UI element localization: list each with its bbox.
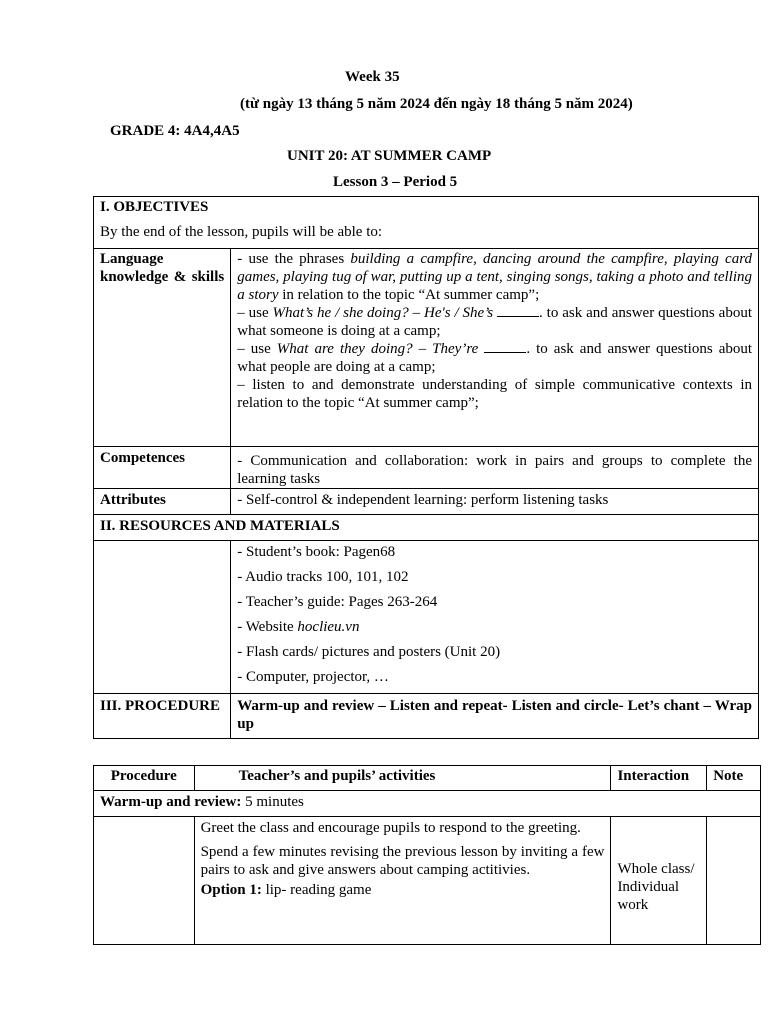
activities-table: [93, 765, 761, 945]
resources-heading-row: [94, 515, 759, 541]
attributes-text: - Self-control & independent learning: perform listening tasks: [231, 489, 759, 515]
procedure-row: [94, 694, 759, 739]
attributes-row: [94, 489, 759, 515]
resources-list: [231, 541, 759, 694]
language-content: [231, 249, 759, 447]
language-row: [94, 249, 759, 447]
activity-row: [94, 817, 761, 945]
col-procedure: Procedure: [94, 766, 195, 791]
resources-row: [94, 541, 759, 694]
activities-header-row: [94, 766, 761, 791]
lesson-title: Lesson 3 – Period 5: [333, 174, 458, 190]
resource-item: - Teacher’s guide: Pages 263-264: [237, 594, 438, 610]
resource-item: - Computer, projector, …: [237, 669, 389, 685]
activity-interaction: Whole class/ Individual work: [611, 817, 707, 945]
date-range: (từ ngày 13 tháng 5 năm 2024 đến ngày 18 tháng 5 năm 2024): [240, 96, 633, 112]
language-item-4: – listen to and demonstrate understanding of simple communicative contexts in relation to the topic “At summer camp”;: [237, 377, 752, 411]
resources-empty-cell: [94, 541, 231, 694]
activity-note: [707, 817, 761, 945]
resource-website: - Website hoclieu.vn: [237, 619, 360, 635]
section-row: [94, 791, 761, 817]
competences-label: Competences: [94, 447, 231, 489]
blank-line: [484, 340, 526, 353]
competences-text: - Communication and collaboration: work in pairs and groups to complete the learning tasks: [231, 447, 759, 489]
activity-p2: Spend a few minutes revising the previous lesson by inviting a few pairs to ask and give answers about camping actitivies.: [200, 844, 605, 878]
col-note: Note: [707, 766, 761, 791]
procedure-label: III. PROCEDURE: [94, 694, 231, 739]
objectives-intro: By the end of the lesson, pupils will be able to:: [100, 224, 383, 240]
language-item-1: - use the phrases building a campfire, dancing around the campfire, playing card games, playing tug of war, putting up a tent, singing songs, taking a photo and telling a story in relation to the topic “At summer camp”;: [237, 251, 752, 303]
attributes-label: Attributes: [94, 489, 231, 515]
week-heading: Week 35: [345, 69, 400, 85]
resource-item: - Audio tracks 100, 101, 102: [237, 569, 409, 585]
resource-item: - Student’s book: Pagen68: [237, 544, 396, 560]
col-activities: Teacher’s and pupils’ activities: [194, 766, 611, 791]
section-warmup: Warm-up and review: 5 minutes: [94, 791, 761, 817]
resource-item: - Flash cards/ pictures and posters (Unit 20): [237, 644, 501, 660]
unit-title: UNIT 20: AT SUMMER CAMP: [287, 148, 492, 164]
activity-content: [194, 817, 611, 945]
activity-procedure-cell: [94, 817, 195, 945]
procedure-text: Warm-up and review – Listen and repeat- Listen and circle- Let’s chant – Wrap up: [231, 694, 759, 739]
objectives-cell: [94, 197, 759, 249]
grade-heading: GRADE 4: 4A4,4A5: [110, 123, 240, 139]
activity-p1: Greet the class and encourage pupils to respond to the greeting.: [200, 820, 581, 836]
activity-option: Option 1: lip- reading game: [200, 882, 372, 898]
competences-row: [94, 447, 759, 489]
objectives-heading: I. OBJECTIVES: [100, 199, 209, 215]
objectives-row: [94, 197, 759, 249]
col-interaction: Interaction: [611, 766, 707, 791]
language-label: Language knowledge & skills: [94, 249, 231, 447]
blank-line: [497, 304, 539, 317]
language-item-3: – use What are they doing? – They’re . to ask and answer questions about what people are doing at a camp;: [237, 341, 753, 375]
resources-heading: II. RESOURCES AND MATERIALS: [94, 515, 759, 541]
language-item-2: – use What’s he / she doing? – He's / She’s . to ask and answer questions about what someone is doing at a camp;: [237, 305, 752, 339]
objectives-table: [93, 196, 759, 739]
